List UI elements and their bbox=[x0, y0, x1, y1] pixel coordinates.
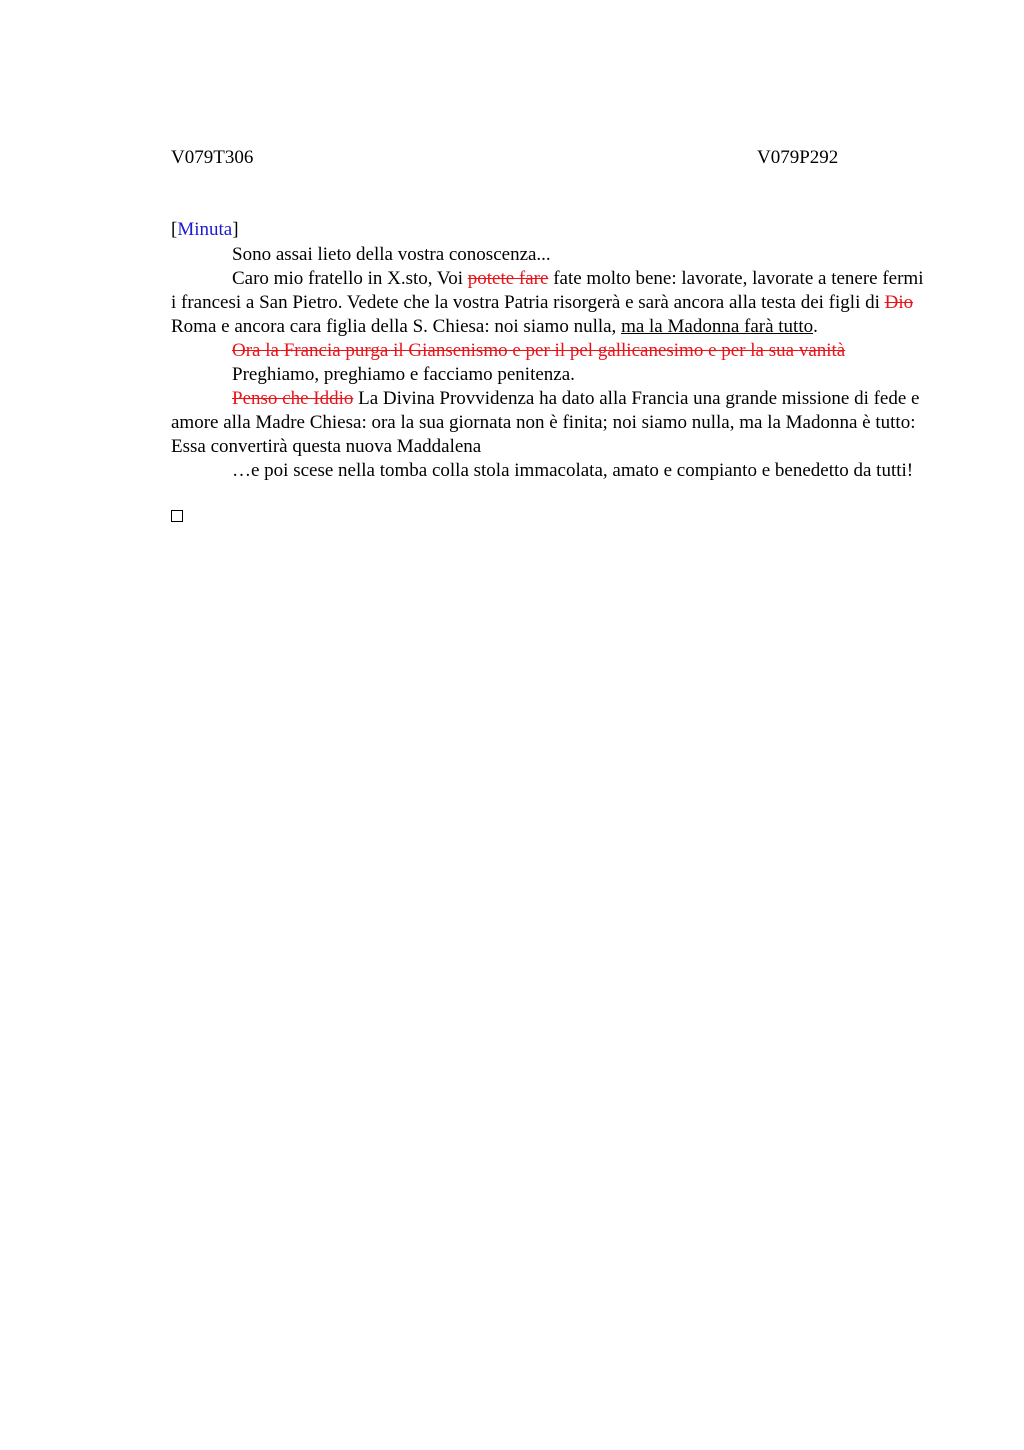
paragraph-divina-provvidenza bbox=[171, 387, 931, 459]
provvidenza-text: La Divina Provvidenza ha dato alla Francia una grande missione di fede e amore alla Madre Chiesa: ora la sua giornata non è finita; noi siamo nulla, ma la Madonna è tutto: Essa convertirà questa nuova Maddalena bbox=[171, 388, 920, 457]
paragraph-preghiamo: Preghiamo, preghiamo e facciamo penitenza. bbox=[232, 364, 575, 385]
deleted-text-ora-la-francia: Ora la Francia purga il Giansenismo e per il pel gallicanesimo e per la sua vanità bbox=[232, 340, 846, 361]
deleted-text-potete-fare: potete fare bbox=[467, 268, 549, 289]
caro-text-3: Roma e ancora cara figlia della S. Chiesa: noi siamo nulla, bbox=[171, 316, 622, 337]
caro-text-2: fate molto bene: lavorate, lavorate a tenere fermi i francesi a San Pietro. Vedete che la vostra Patria risorgerà e sarà ancora alla testa dei figli di bbox=[171, 268, 924, 313]
paragraph-ora-la-francia bbox=[171, 339, 931, 363]
document-header bbox=[171, 145, 931, 171]
underlined-text-madonna: ma la Madonna farà tutto bbox=[621, 316, 814, 337]
paragraph-greeting: Sono assai lieto della vostra conoscenza... bbox=[232, 244, 551, 265]
document-code-left: V079T306 bbox=[171, 147, 254, 168]
document-page bbox=[171, 145, 931, 522]
minuta-word: Minuta bbox=[177, 219, 233, 240]
deleted-text-penso-che-iddio: Penso che Iddio bbox=[232, 388, 354, 409]
paragraph-closing: …e poi scese nella tomba colla stola immacolata, amato e compianto e benedetto da tutti! bbox=[232, 460, 914, 481]
paragraph-caro-fratello bbox=[171, 267, 931, 339]
minuta-open-bracket: [ bbox=[171, 219, 178, 240]
caro-text-1: Caro mio fratello in X.sto, Voi bbox=[232, 268, 468, 289]
deleted-text-dio: Dio bbox=[884, 292, 914, 313]
minuta-label bbox=[171, 217, 931, 243]
empty-square-icon bbox=[171, 510, 183, 522]
minuta-close-bracket: ] bbox=[232, 219, 239, 240]
document-code-right: V079P292 bbox=[757, 147, 839, 168]
caro-text-4: . bbox=[813, 316, 818, 337]
